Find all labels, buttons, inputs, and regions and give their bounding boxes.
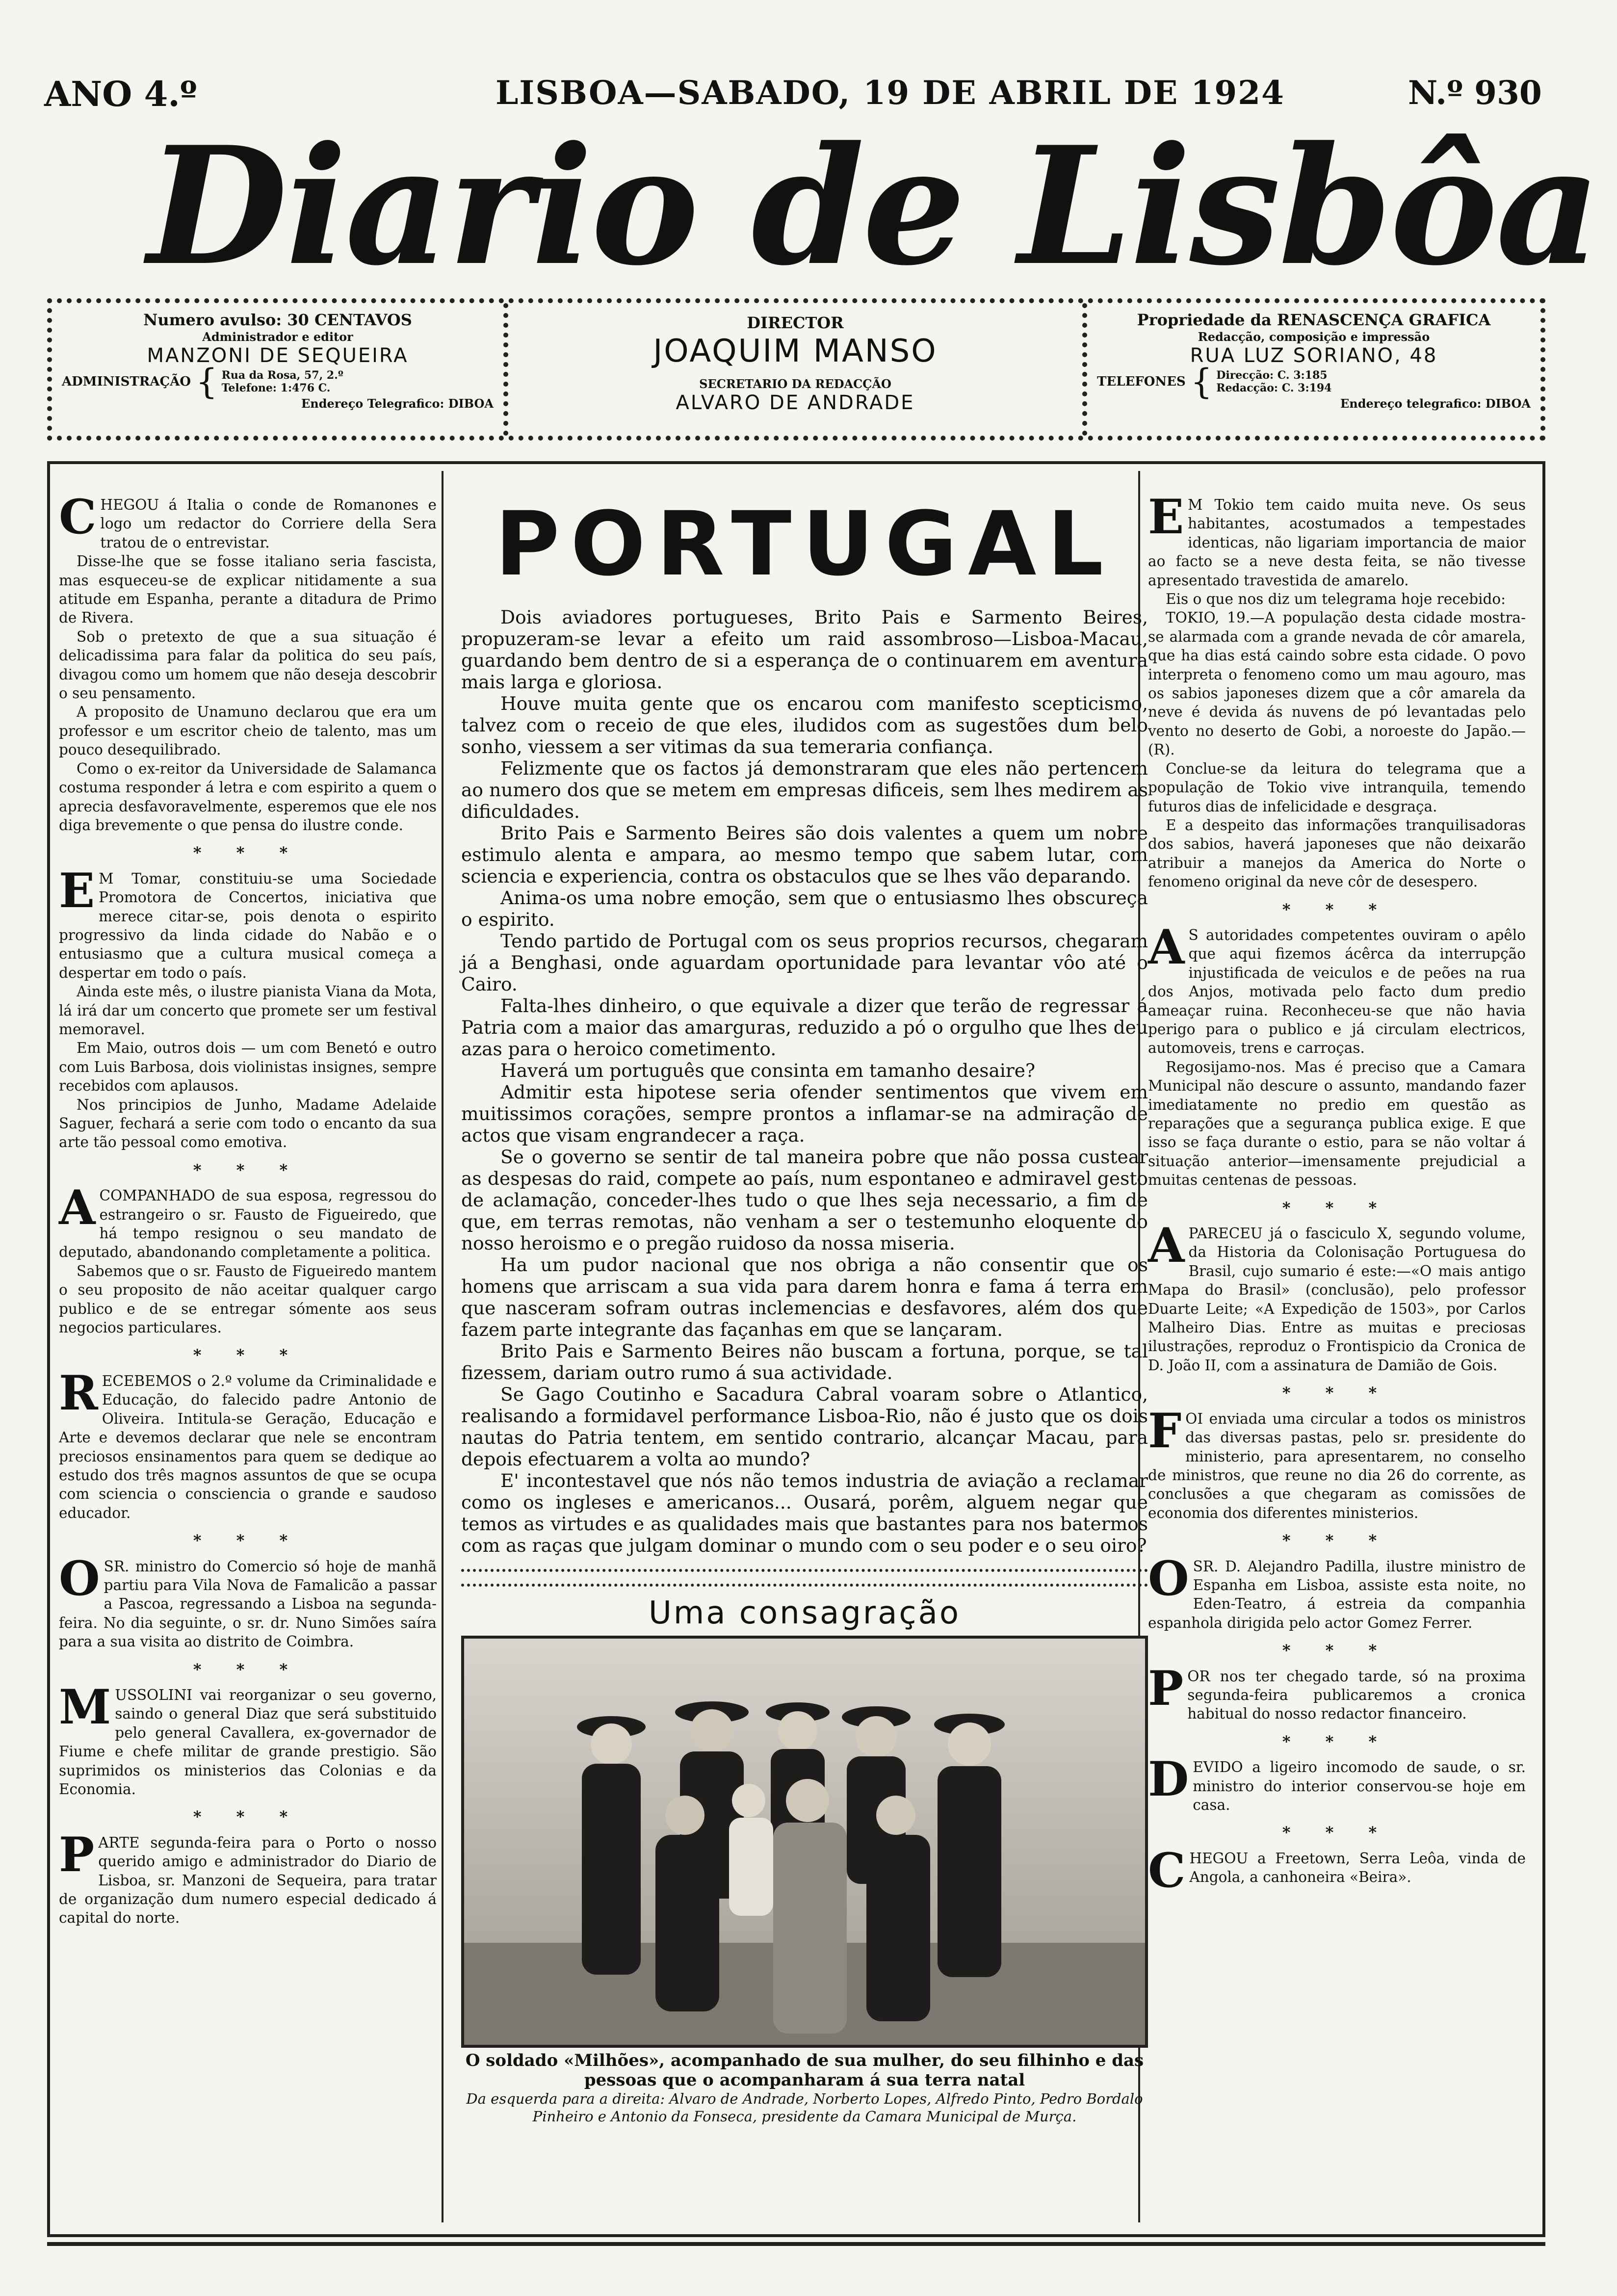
stars-separator: * * *: [1282, 1823, 1392, 1842]
news-text: M Tokio tem caido muita neve. Os seus habitantes, acostumados a tempestades identicas, não ligariam importancia de maior ao facto se a neve desta feita, se não tivesse apresentado travestida de amarelo.: [1148, 496, 1526, 589]
news-paragraph: Conclue-se da leitura do telegrama que a população de Tokio vive intranquila, temendo futuros dias de infelicidade e desgraça.: [1148, 760, 1526, 815]
administration-row: [62, 362, 494, 402]
group-photo: [461, 1636, 1148, 2048]
stars-separator: * * *: [1282, 1641, 1392, 1660]
news-paragraph: [1148, 919, 1526, 1058]
news-text: Disse-lhe que se fosse italiano seria fascista, mas esqueceu-se de explicar nitidamente a sua atitude em Espanha, perante a ditadura de Primo de Rivera.: [59, 553, 437, 626]
portugal-paragraph: E' incontestavel que nós não temos industria de aviação a reclamar como os ingleses e americanos... Ousará, porêm, alguem negar que temos as virtudes e as qualidades mais que bastantes para nos batermos com as raças que julgam dominar o mundo com o seu poder e o seu oiro?: [461, 1470, 1148, 1556]
issue-number: N.º 930: [1408, 74, 1542, 112]
news-paragraph: [59, 1180, 437, 1262]
drop-cap: P: [1148, 1660, 1184, 1716]
news-paragraph: [59, 862, 437, 982]
news-text: HEGOU a Freetown, Serra Leôa, vinda de Angola, a canhoneira «Beira».: [1189, 1850, 1526, 1886]
news-text: Ainda este mês, o ilustre pianista Viana da Mota, lá irá dar um concerto que promete ser um festival memoravel.: [59, 983, 437, 1038]
phone-direction: Direcção: C. 3:185: [1216, 369, 1328, 382]
stars-separator: * * *: [193, 843, 303, 862]
portugal-paragraph: Brito Pais e Sarmento Beires não buscam a fortuna, porque, se tal fizessem, dariam outro rumo á sua actividade.: [461, 1340, 1148, 1383]
telegram-text: TOKIO, 19.—A população desta cidade mostra-se alarmada com a grande nevada de côr amarela, que ha dias está caindo sobre esta cidade. O povo interpreta o fenomeno como um mau agouro, mas os sabios japoneses dizem que a côr amarela da neve é devida ás nuvens de pó levantadas pelo vento no deserto de Gobi, a noroeste do Japão.—(R).: [1148, 609, 1526, 758]
news-text: Regosijamo-nos. Mas é preciso que a Camara Municipal não descure o assunto, mandando fazer imediatamente no predio em questão as reparações que a segurança publica exige. E que isso se faça durante o estio, para se não voltar á situação anterior—imensamente prejudicial a muitas centenas de pessoas.: [1148, 1058, 1526, 1189]
portugal-paragraph: Falta-lhes dinheiro, o que equivale a dizer que terão de regressar á Patria com a maior das amarguras, reduzido a pó o orgulho que lhes deu azas para o heroico cometimento.: [461, 995, 1148, 1060]
news-paragraph: [1148, 1842, 1526, 1898]
portugal-headline: PORTUGAL: [495, 493, 1115, 596]
administration-values: [222, 369, 343, 394]
news-text: Sob o pretexto de que a sua situação é delicadissima para falar da politica do seu país, divagou como um homem que não deseja descobrir o seu pensamento.: [59, 628, 437, 702]
drop-cap: D: [1148, 1751, 1189, 1807]
owner: Propriedade da RENASCENÇA GRAFICA: [1137, 311, 1491, 329]
news-text: PARECEU já o fasciculo X, segundo volume, da Historia da Colonisação Portuguesa do Brasil, cujo sumario é este:—«O mais antigo Mapa do Brasil» (conclusão), pelo professor Duarte Leite; «A Expedição de 1503», por Carlos Malheiro Dias. Entre as muitas e preciosas ilustrações, reproduz o Frontispicio da Cronica de D. João II, com a assinatura de Damião de Gois.: [1148, 1225, 1526, 1374]
news-paragraph: [59, 1365, 437, 1522]
news-paragraph: [59, 703, 437, 759]
stars-separator: * * *: [1282, 1198, 1392, 1217]
news-text: USSOLINI vai reorganizar o seu governo, saindo o general Diaz que será substituido pelo general Cavallera, ex-governador de Fiume e chefe militar de grande prestigio. São suprimidos os ministerios das Colonias e da Economia.: [59, 1686, 437, 1798]
news-text: Eis o que nos diz um telegrama hoje recebido:: [1166, 591, 1506, 608]
drop-cap: C: [1148, 1842, 1186, 1898]
portugal-paragraph: Tendo partido de Portugal com os seus proprios recursos, chegaram já a Benghasi, onde aguardam oportunidade para levantar vôo até o Cairo.: [461, 930, 1148, 995]
brace-icon: {: [1190, 362, 1213, 402]
info-band: [47, 298, 1545, 441]
news-text: S autoridades competentes ouviram o apêlo que aqui fizemos ácêrca da interrupção injustificada de veiculos e de peões na rua dos Anjos, motivada pelo facto dum predio ameaçar ruina. Reconheceu-se que não havia perigo para o publico e já circulam electricos, automoveis, trens e carroças.: [1148, 926, 1526, 1057]
news-paragraph: [1148, 590, 1526, 608]
address: RUA LUZ SORIANO, 48: [1190, 344, 1438, 367]
news-paragraph: [59, 759, 437, 835]
drop-cap: F: [1148, 1403, 1182, 1459]
column-rule-left: [442, 471, 443, 2222]
news-item: [59, 1365, 437, 1522]
stars-separator: * * *: [193, 1531, 303, 1550]
news-item: [59, 1679, 437, 1799]
drop-cap: P: [59, 1826, 95, 1882]
news-paragraph: [1148, 489, 1526, 590]
stars-separator: * * *: [1282, 1531, 1392, 1550]
news-paragraph: [59, 1262, 437, 1337]
consagracao-headline: Uma consagração: [649, 1595, 961, 1631]
news-paragraph: [1148, 1058, 1526, 1190]
drop-cap: O: [59, 1550, 100, 1606]
admin-name: MANZONI DE SEQUEIRA: [147, 344, 409, 367]
news-text: Nos principios de Junho, Madame Adelaide Saguer, fechará a serie com todo o encanto da sua arte tão pessoal como emotiva.: [59, 1096, 437, 1151]
news-item: [1148, 1218, 1526, 1375]
left-column: [59, 489, 437, 1931]
administration-phone: Telefone: 1:476 C.: [221, 382, 331, 394]
portugal-article: [461, 606, 1148, 1556]
center-column: [461, 493, 1148, 2125]
news-text: OR nos ter chegado tarde, só na proxima segunda-feira publicaremos a cronica habitual do nosso redactor financeiro.: [1187, 1668, 1526, 1722]
separator-bar: [461, 1569, 1148, 1587]
portugal-paragraph: Felizmente que os factos já demonstraram que eles não pertencem ao numero dos que se metem em empresas dificeis, sem lhes medirem as dificuldades.: [461, 757, 1148, 822]
bottom-rule: [47, 2242, 1545, 2246]
news-item: [1148, 919, 1526, 1190]
phone-redaction: Redacção: C. 3:194: [1216, 382, 1332, 394]
price: Numero avulso: 30 CENTAVOS: [143, 311, 412, 329]
owner-sub: Redacção, composição e impressão: [1198, 330, 1430, 344]
news-paragraph: [1148, 1751, 1526, 1814]
news-text: OI enviada uma circular a todos os ministros das diversas pastas, pelo sr. presidente do ministerio, para apresentarem, no conselho de ministros, que reune no dia 26 do corrente, as conclusões a que chegaram as comissões de economia dos diferentes ministerios.: [1148, 1410, 1526, 1521]
news-paragraph: [59, 627, 437, 703]
stars-separator: * * *: [193, 1807, 303, 1826]
news-paragraph: [1148, 1550, 1526, 1633]
news-text: HEGOU á Italia o conde de Romanones e logo um redactor do Corriere della Sera tratou de o entrevistar.: [100, 496, 437, 551]
stars-separator: * * *: [1282, 900, 1392, 919]
stars-separator: * * *: [1282, 1383, 1392, 1403]
news-text: Como o ex-reitor da Universidade de Salamanca costuma responder á letra e com espirito a quem o aprecia desfavoravelmente, esperemos que ele nos diga brevemente o que pensa do ilustre conde.: [59, 760, 437, 834]
right-column: [1148, 489, 1526, 1898]
director-label: DIRECTOR: [747, 313, 844, 332]
news-paragraph: [59, 552, 437, 627]
info-band-right: [1087, 303, 1540, 436]
photo-caption: O soldado «Milhões», acompanhado de sua mulher, do seu filhinho e das pessoas que o acompanharam á sua terra natal: [465, 2051, 1144, 2090]
stars-separator: * * *: [193, 1346, 303, 1365]
secretary-name: ALVARO DE ANDRADE: [676, 391, 915, 414]
portugal-paragraph: Admitir esta hipotese seria ofender sentimentos que vivem em muitissimos corações, sempre prontos a inflamar-se na admiração de actos que visam engrandecer a raça.: [461, 1081, 1148, 1146]
news-paragraph: [59, 489, 437, 552]
info-band-left: [52, 303, 508, 436]
news-text: SR. D. Alejandro Padilla, ilustre ministro de Espanha em Lisboa, assiste esta noite, no Eden-Teatro, á estreia da companhia espanhola dirigida pelo actor Gomez Ferrer.: [1148, 1558, 1526, 1631]
news-item: [59, 489, 437, 835]
group-photo-illustration: [464, 1639, 1145, 2045]
news-text: M Tomar, constituiu-se uma Sociedade Promotora de Concertos, iniciativa que merece citar-se, pois denota o espirito progressivo da linda cidade do Nabão e o entusiasmo que a cultura musical começa a despertar em todo o país.: [59, 870, 437, 981]
news-item: [59, 862, 437, 1152]
news-text: Em Maio, outros dois — um com Benetó e outro com Luis Barbosa, dois violinistas insignes, sempre recebidos com aplausos.: [59, 1040, 437, 1095]
director-name: JOAQUIM MANSO: [653, 333, 938, 369]
news-item: [1148, 489, 1526, 891]
admin-label: Administrador e editor: [202, 330, 353, 344]
news-item: [59, 1826, 437, 1928]
drop-cap: R: [59, 1365, 98, 1421]
news-paragraph: [1148, 1660, 1526, 1723]
news-text: ARTE segunda-feira para o Porto o nosso querido amigo e administrador do Diario de Lisboa, sr. Manzoni de Sequeira, para tratar de organização dum numero especial dedicado á capital do norte.: [59, 1834, 437, 1927]
news-paragraph: [59, 982, 437, 1039]
telegraph-left: Endereço Telegrafico: DIBOA: [301, 396, 494, 411]
news-item: [59, 1550, 437, 1651]
administration-address: Rua da Rosa, 57, 2.º: [221, 369, 343, 382]
news-text: Sabemos que o sr. Fausto de Figueiredo mantem o seu proposito de não aceitar qualquer cargo publico e de se entregar sómente aos seus negocios particulares.: [59, 1262, 437, 1336]
news-item: [1148, 1403, 1526, 1522]
administration-label: ADMINISTRAÇÃO: [62, 374, 191, 389]
stars-separator: * * *: [193, 1660, 303, 1679]
news-paragraph: [59, 1679, 437, 1799]
portugal-paragraph: Haverá um português que consinta em tamanho desaire?: [500, 1060, 1036, 1081]
phones-label: TELEFONES: [1097, 374, 1186, 389]
issue-year: ANO 4.º: [44, 74, 197, 114]
portugal-paragraph: Anima-os uma nobre emoção, sem que o entusiasmo lhes obscureça o espirito.: [461, 887, 1148, 930]
drop-cap: A: [1148, 1218, 1185, 1274]
secretary-label: SECRETARIO DA REDACÇÃO: [699, 377, 891, 391]
info-band-middle: [508, 303, 1087, 436]
phones-row: [1097, 362, 1531, 402]
news-text: EVIDO a ligeiro incomodo de saude, o sr. ministro do interior conservou-se hoje em casa.: [1193, 1759, 1526, 1813]
portugal-paragraph: Houve muita gente que os encarou com manifesto scepticismo, talvez com o receio de que eles, iludidos com as sugestões dum belo sonho, viessem a ser vitimas da sua temeraria confiança.: [461, 693, 1148, 757]
news-item: [59, 1180, 437, 1337]
telegraph-right: Endereço telegrafico: DIBOA: [1340, 396, 1531, 411]
date-line: LISBOA—SABADO, 19 DE ABRIL DE 1924: [496, 74, 1285, 112]
drop-cap: A: [59, 1180, 96, 1236]
news-paragraph: [59, 1826, 437, 1928]
portugal-paragraph: Se Gago Coutinho e Sacadura Cabral voaram sobre o Atlantico, realisando a formidavel performance Lisboa-Rio, não é justo que os dois nautas do Patria tentem, em sentido contrario, alcançar Macau, para depois efectuarem a volta ao mundo?: [461, 1383, 1148, 1470]
news-text: COMPANHADO de sua esposa, regressou do estrangeiro o sr. Fausto de Figueiredo, que há tempo resignou o seu mandato de deputado, abandonando completamente a politica.: [59, 1187, 437, 1261]
news-item: [1148, 1751, 1526, 1814]
drop-cap: E: [59, 862, 95, 918]
stars-separator: * * *: [1282, 1732, 1392, 1751]
news-item: [1148, 1842, 1526, 1898]
portugal-paragraph: Brito Pais e Sarmento Beires são dois valentes a quem um nobre estimulo alenta e ampara, ao mesmo tempo que sabem lutar, com sciencia e experiencia, contra os obstaculos que se lhes vão deparando.: [461, 822, 1148, 887]
news-text: A proposito de Unamuno declarou que era um professor e um escritor cheio de talento, mas um pouco desequilibrado.: [59, 704, 437, 758]
news-text: ECEBEMOS o 2.º volume da Criminalidade e Educação, do falecido padre Antonio de Oliveira. Intitula-se Geração, Educação e Arte e devemos declarar que nele se encontram preciosos ensinamentos para quem se dedique ao estudo dos três magnos assuntos de que se ocupa com sciencia o consciencia o grande e saudoso educador.: [59, 1372, 437, 1521]
stars-separator: * * *: [193, 1160, 303, 1179]
portugal-paragraph: Se o governo se sentir de tal maneira pobre que não possa custear as despesas do raid, compete ao país, num espontaneo e admiravel gesto de aclamação, conceder-lhes tudo o que lhes seja necessario, a fim de que, em terras remotas, não venham a ser o testemunho eloquente do nosso heroismo e o pregão ruidoso da nossa miseria.: [461, 1146, 1148, 1254]
portugal-paragraph: Ha um pudor nacional que nos obriga a não consentir que os homens que arriscam a sua vida para darem honra e fama á terra em que nasceram sofram outras inclemencias e desfavores, além dos que fazem parte integrante das façanhas em que se lançaram.: [461, 1254, 1148, 1340]
portugal-paragraph: Dois aviadores portugueses, Brito Pais e Sarmento Beires, propuzeram-se levar a efeito um raid assombroso—Lisboa-Macau, guardando bem dentro de si a esperança de o continuarem em aventura mais larga e gloriosa.: [461, 606, 1148, 693]
photo-caption-sub: Da esquerda para a direita: Alvaro de Andrade, Norberto Lopes, Alfredo Pinto, Pedro Bordalo Pinheiro e Antonio da Fonseca, presidente da Camara Municipal de Murça.: [466, 2090, 1143, 2125]
drop-cap: O: [1148, 1550, 1189, 1606]
drop-cap: E: [1148, 489, 1184, 545]
news-text: SR. ministro do Comercio só hoje de manhã partiu para Vila Nova de Famalicão a passar a Pascoa, regressando a Lisboa na segunda-feira. No dia seguinte, o sr. dr. Nuno Simões saíra para a sua visita ao distrito de Coimbra.: [59, 1558, 437, 1650]
masthead: Diario de Lisbôa: [147, 111, 1599, 301]
news-item: [1148, 1660, 1526, 1723]
news-paragraph: [59, 1039, 437, 1095]
drop-cap: A: [1148, 919, 1185, 975]
brace-icon: {: [196, 362, 218, 402]
news-paragraph: [59, 1550, 437, 1651]
drop-cap: C: [59, 489, 97, 545]
drop-cap: M: [59, 1679, 111, 1735]
news-paragraph: [1148, 1403, 1526, 1522]
phones-values: [1216, 369, 1331, 394]
news-paragraph: [1148, 1218, 1526, 1375]
news-paragraph: [59, 1096, 437, 1152]
news-paragraph: E a despeito das informações tranquilisadoras dos sabios, haverá japoneses que não deixarão atribuir a manejos da America do Norte o fenomeno original da neve côr de desespero.: [1148, 816, 1526, 890]
news-item: [1148, 1550, 1526, 1633]
